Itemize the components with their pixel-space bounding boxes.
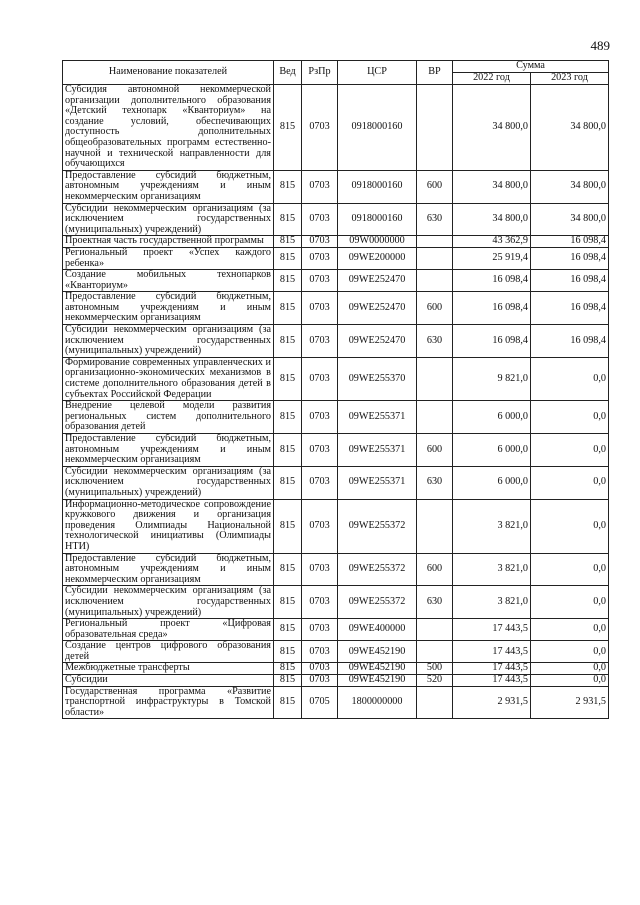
- row-rzpr: 0703: [302, 247, 338, 269]
- row-csr: 1800000000: [338, 686, 417, 719]
- row-sum-2022: 17 443,5: [453, 675, 531, 687]
- row-name: Создание центров цифрового образования детей: [63, 641, 274, 663]
- row-ved: 815: [274, 663, 302, 675]
- row-csr: 0918000160: [338, 170, 417, 203]
- row-ved: 815: [274, 675, 302, 687]
- row-vr: [417, 499, 453, 553]
- header-year-2022: 2022 год: [453, 73, 531, 85]
- row-sum-2023: 0,0: [531, 357, 609, 400]
- row-sum-2022: 34 800,0: [453, 170, 531, 203]
- row-ved: 815: [274, 586, 302, 619]
- table-row: [63, 270, 609, 292]
- row-sum-2023: 16 098,4: [531, 325, 609, 358]
- row-vr: 600: [417, 434, 453, 467]
- table-row: [63, 675, 609, 687]
- table-row: [63, 586, 609, 619]
- row-name: Субсидия автономной некоммерческой организации дополнительного образования «Детский технопарк «Кванториум» на создание условий, обеспечивающих доступность дополнительных общеобразовательных программ естественно-научной и технической направленности для обучающихся: [63, 85, 274, 171]
- row-name: Формирование современных управленческих и организационно-экономических механизмов в системе дополнительного образования детей в субъектах Российской Федерации: [63, 357, 274, 400]
- row-ved: 815: [274, 686, 302, 719]
- row-ved: 815: [274, 270, 302, 292]
- row-sum-2022: 17 443,5: [453, 641, 531, 663]
- row-ved: 815: [274, 85, 302, 171]
- row-sum-2022: 6 000,0: [453, 401, 531, 434]
- row-rzpr: 0703: [302, 553, 338, 586]
- row-sum-2023: 16 098,4: [531, 247, 609, 269]
- row-vr: 600: [417, 292, 453, 325]
- row-sum-2022: 16 098,4: [453, 325, 531, 358]
- row-sum-2022: 6 000,0: [453, 466, 531, 499]
- table-row: [63, 686, 609, 719]
- row-sum-2022: 3 821,0: [453, 586, 531, 619]
- row-rzpr: 0703: [302, 586, 338, 619]
- row-name: Предоставление субсидий бюджетным, автономным учреждениям и иным некоммерческим организациям: [63, 553, 274, 586]
- table-row: [63, 325, 609, 358]
- row-vr: [417, 85, 453, 171]
- row-rzpr: 0703: [302, 434, 338, 467]
- page-number: 489: [590, 38, 610, 53]
- row-vr: 630: [417, 203, 453, 236]
- row-csr: 09WE252470: [338, 292, 417, 325]
- row-csr: 09WE200000: [338, 247, 417, 269]
- row-sum-2022: 34 800,0: [453, 203, 531, 236]
- row-ved: 815: [274, 553, 302, 586]
- row-name: Субсидии некоммерческим организациям (за исключением государственных (муниципальных) учреждений): [63, 325, 274, 358]
- table-row: [63, 553, 609, 586]
- row-name: Межбюджетные трансферты: [63, 663, 274, 675]
- table-row: [63, 663, 609, 675]
- row-name: Внедрение целевой модели развития региональных систем дополнительного образования детей: [63, 401, 274, 434]
- row-vr: 600: [417, 170, 453, 203]
- table-row: [63, 247, 609, 269]
- row-sum-2022: 17 443,5: [453, 619, 531, 641]
- row-sum-2023: 0,0: [531, 499, 609, 553]
- row-csr: 09WE255372: [338, 586, 417, 619]
- row-name: Предоставление субсидий бюджетным, автономным учреждениям и иным некоммерческим организациям: [63, 434, 274, 467]
- row-ved: 815: [274, 401, 302, 434]
- row-name: Региональный проект «Цифровая образовательная среда»: [63, 619, 274, 641]
- row-rzpr: 0703: [302, 203, 338, 236]
- row-ved: 815: [274, 499, 302, 553]
- row-sum-2023: 34 800,0: [531, 203, 609, 236]
- row-rzpr: 0703: [302, 466, 338, 499]
- row-vr: [417, 270, 453, 292]
- row-ved: 815: [274, 170, 302, 203]
- row-sum-2022: 6 000,0: [453, 434, 531, 467]
- row-sum-2023: 34 800,0: [531, 170, 609, 203]
- header-ved: Вед: [274, 61, 302, 85]
- row-sum-2023: 0,0: [531, 466, 609, 499]
- row-vr: [417, 686, 453, 719]
- row-rzpr: 0703: [302, 325, 338, 358]
- row-ved: 815: [274, 641, 302, 663]
- row-sum-2023: 16 098,4: [531, 270, 609, 292]
- table-row: [63, 170, 609, 203]
- row-csr: 0918000160: [338, 85, 417, 171]
- row-rzpr: 0703: [302, 675, 338, 687]
- row-ved: 815: [274, 203, 302, 236]
- table-row: [63, 292, 609, 325]
- row-sum-2022: 43 362,9: [453, 236, 531, 248]
- row-csr: 09WE452190: [338, 675, 417, 687]
- table-row: [63, 357, 609, 400]
- row-sum-2023: 0,0: [531, 434, 609, 467]
- row-name: Субсидии некоммерческим организациям (за исключением государственных (муниципальных) учреждений): [63, 203, 274, 236]
- table-row: [63, 236, 609, 248]
- row-rzpr: 0703: [302, 357, 338, 400]
- row-ved: 815: [274, 466, 302, 499]
- row-name: Информационно-методическое сопровождение кружкового движения и организация проведения Олимпиады Национальной технологической инициативы (Олимпиады НТИ): [63, 499, 274, 553]
- row-sum-2023: 2 931,5: [531, 686, 609, 719]
- row-sum-2023: 0,0: [531, 401, 609, 434]
- row-ved: 815: [274, 247, 302, 269]
- row-name: Государственная программа «Развитие транспортной инфраструктуры в Томской области»: [63, 686, 274, 719]
- table-body: [63, 85, 609, 719]
- row-rzpr: 0703: [302, 85, 338, 171]
- row-sum-2023: 34 800,0: [531, 85, 609, 171]
- row-csr: 09WE255371: [338, 466, 417, 499]
- header-csr: ЦСР: [338, 61, 417, 85]
- row-ved: 815: [274, 434, 302, 467]
- row-name: Региональный проект «Успех каждого ребенка»: [63, 247, 274, 269]
- row-vr: [417, 247, 453, 269]
- row-vr: [417, 236, 453, 248]
- row-name: Субсидии некоммерческим организациям (за исключением государственных (муниципальных) учреждений): [63, 586, 274, 619]
- row-vr: [417, 641, 453, 663]
- table-row: [63, 401, 609, 434]
- row-vr: 630: [417, 325, 453, 358]
- table-row: [63, 619, 609, 641]
- row-rzpr: 0703: [302, 292, 338, 325]
- row-csr: 09W0000000: [338, 236, 417, 248]
- row-sum-2023: 0,0: [531, 553, 609, 586]
- row-sum-2022: 9 821,0: [453, 357, 531, 400]
- row-vr: [417, 619, 453, 641]
- row-sum-2023: 0,0: [531, 619, 609, 641]
- header-vr: ВР: [417, 61, 453, 85]
- row-ved: 815: [274, 292, 302, 325]
- row-sum-2022: 16 098,4: [453, 270, 531, 292]
- row-ved: 815: [274, 619, 302, 641]
- row-sum-2022: 34 800,0: [453, 85, 531, 171]
- row-sum-2023: 0,0: [531, 663, 609, 675]
- row-name: Субсидии некоммерческим организациям (за исключением государственных (муниципальных) учреждений): [63, 466, 274, 499]
- row-name: Предоставление субсидий бюджетным, автономным учреждениям и иным некоммерческим организациям: [63, 170, 274, 203]
- row-vr: 520: [417, 675, 453, 687]
- row-sum-2022: 2 931,5: [453, 686, 531, 719]
- row-rzpr: 0703: [302, 236, 338, 248]
- row-rzpr: 0703: [302, 270, 338, 292]
- row-vr: 600: [417, 553, 453, 586]
- row-vr: [417, 357, 453, 400]
- row-name: Предоставление субсидий бюджетным, автономным учреждениям и иным некоммерческим организациям: [63, 292, 274, 325]
- row-csr: 09WE252470: [338, 270, 417, 292]
- row-csr: 09WE255370: [338, 357, 417, 400]
- row-vr: 630: [417, 586, 453, 619]
- row-sum-2023: 0,0: [531, 675, 609, 687]
- row-sum-2022: 3 821,0: [453, 553, 531, 586]
- row-name: Проектная часть государственной программы: [63, 236, 274, 248]
- row-csr: 09WE400000: [338, 619, 417, 641]
- row-sum-2022: 3 821,0: [453, 499, 531, 553]
- row-rzpr: 0703: [302, 619, 338, 641]
- row-csr: 09WE252470: [338, 325, 417, 358]
- table-row: [63, 434, 609, 467]
- row-vr: 500: [417, 663, 453, 675]
- row-rzpr: 0703: [302, 170, 338, 203]
- row-rzpr: 0705: [302, 686, 338, 719]
- table-row: [63, 466, 609, 499]
- row-csr: 09WE255372: [338, 499, 417, 553]
- row-sum-2023: 16 098,4: [531, 292, 609, 325]
- row-ved: 815: [274, 357, 302, 400]
- row-rzpr: 0703: [302, 499, 338, 553]
- row-vr: [417, 401, 453, 434]
- row-name: Создание мобильных технопарков «Кванториум»: [63, 270, 274, 292]
- table-row: [63, 499, 609, 553]
- table-row: [63, 203, 609, 236]
- row-csr: 09WE452190: [338, 663, 417, 675]
- header-sum: Сумма: [453, 61, 609, 73]
- row-csr: 09WE255371: [338, 401, 417, 434]
- row-sum-2022: 25 919,4: [453, 247, 531, 269]
- row-ved: 815: [274, 325, 302, 358]
- budget-table: [62, 60, 609, 719]
- table-row: [63, 641, 609, 663]
- row-csr: 09WE255372: [338, 553, 417, 586]
- row-rzpr: 0703: [302, 401, 338, 434]
- row-csr: 09WE255371: [338, 434, 417, 467]
- table-row: [63, 85, 609, 171]
- row-sum-2022: 17 443,5: [453, 663, 531, 675]
- row-rzpr: 0703: [302, 663, 338, 675]
- row-sum-2023: 0,0: [531, 641, 609, 663]
- row-rzpr: 0703: [302, 641, 338, 663]
- row-sum-2023: 16 098,4: [531, 236, 609, 248]
- row-csr: 0918000160: [338, 203, 417, 236]
- header-rzpr: РзПр: [302, 61, 338, 85]
- row-ved: 815: [274, 236, 302, 248]
- row-vr: 630: [417, 466, 453, 499]
- header-year-2023: 2023 год: [531, 73, 609, 85]
- row-sum-2022: 16 098,4: [453, 292, 531, 325]
- row-name: Субсидии: [63, 675, 274, 687]
- row-sum-2023: 0,0: [531, 586, 609, 619]
- row-csr: 09WE452190: [338, 641, 417, 663]
- header-name: Наименование показателей: [63, 61, 274, 85]
